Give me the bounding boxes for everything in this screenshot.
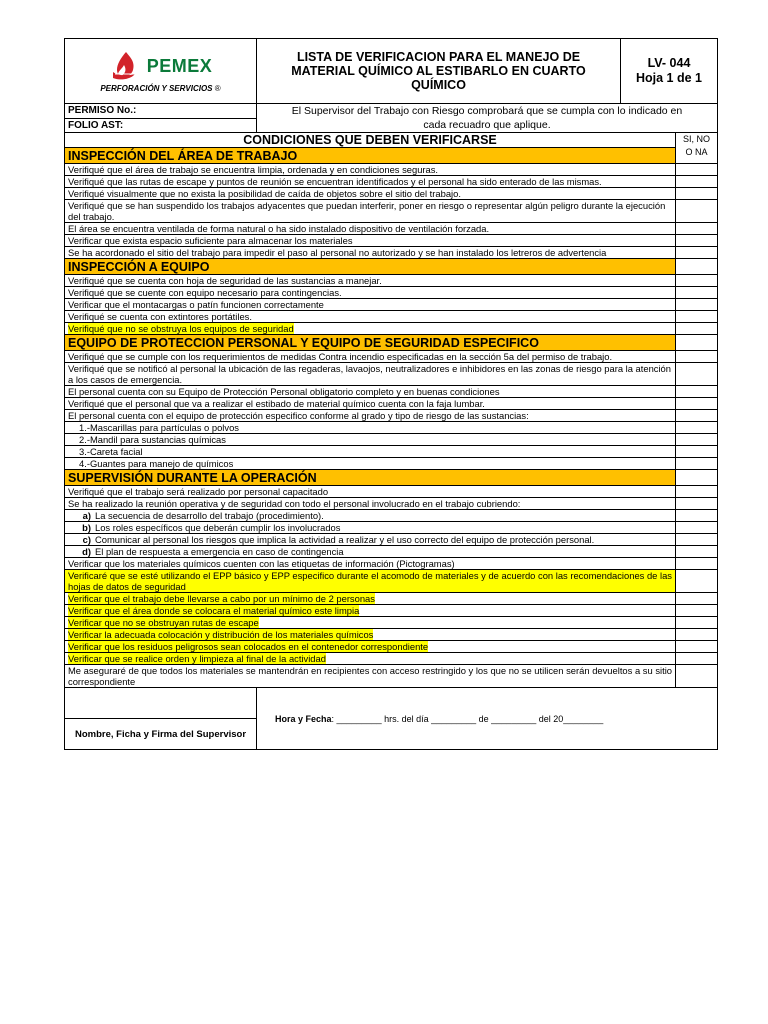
answer-cell[interactable]: [676, 299, 718, 311]
answer-cell[interactable]: [676, 200, 718, 223]
checklist-table: [64, 38, 718, 750]
title-line-1: LISTA DE VERIFICACION PARA EL MANEJO DE: [296, 50, 581, 64]
permiso-label: PERMISO No.:: [65, 104, 257, 119]
answer-cell[interactable]: [676, 498, 718, 510]
answer-cell[interactable]: [676, 323, 718, 335]
check-item: Verifiqué que se cuenta con hoja de seguridad de las sustancias a manejar.: [65, 275, 676, 287]
check-item: Verifiqué que se cumple con los requerimientos de medidas Contra incendio especificadas en la sección 5a del permiso de trabajo.: [65, 351, 676, 363]
section-area: [65, 148, 718, 164]
check-item-cell: [65, 629, 676, 641]
signature-row: [65, 688, 718, 719]
section-title: INSPECCIÓN A EQUIPO: [65, 259, 676, 275]
check-item: Verificar que exista espacio suficiente para almacenar los materiales: [65, 235, 676, 247]
answer-cell[interactable]: [676, 311, 718, 323]
answer-cell[interactable]: [676, 398, 718, 410]
answer-cell[interactable]: [676, 363, 718, 386]
answer-cell: [676, 470, 718, 486]
item-letter: a): [82, 510, 91, 521]
check-item: Verifiqué que se notificó al personal la ubicación de las regaderas, lavaojos, neutralizadores e inhibidores en las zonas de riesgo para la atención a los casos de emergencia.: [65, 363, 676, 386]
check-subitem: Los roles específicos que deberán cumplir los involucrados: [95, 522, 341, 533]
answer-cell[interactable]: [676, 446, 718, 458]
answer-cell[interactable]: [676, 629, 718, 641]
check-subitem: 4.-Guantes para manejo de químicos: [65, 458, 676, 470]
check-item: El personal cuenta con su Equipo de Protección Personal obligatorio completo y en buenas condiciones: [65, 386, 676, 398]
answer-cell[interactable]: [676, 458, 718, 470]
check-item: Verifiqué visualmente que no exista la posibilidad de caída de objetos sobre el sitio del trabajo.: [65, 188, 676, 200]
item-letter: d): [82, 546, 91, 557]
item-letter: c): [82, 534, 91, 545]
check-subitem: El plan de respuesta a emergencia en caso de contingencia: [95, 546, 344, 557]
logo-text: PEMEX: [146, 56, 213, 76]
answer-cell[interactable]: [676, 247, 718, 259]
check-item-highlighted: Verificaré que se esté utilizando el EPP básico y EPP especifico durante el acomodo de materiales y de acuerdo con las recomendaciones de las hojas de datos de seguridad: [65, 570, 676, 593]
check-item: Verifiqué que el trabajo será realizado por personal capacitado: [65, 486, 676, 498]
section-title: EQUIPO DE PROTECCION PERSONAL Y EQUIPO DE SEGURIDAD ESPECIFICO: [65, 335, 676, 351]
check-subitem-cell: [65, 510, 676, 522]
check-item-highlighted: Verificar que el trabajo debe llevarse a cabo por un mínimo de 2 personas: [68, 593, 375, 604]
check-subitem: 1.-Mascarillas para partículas o polvos: [65, 422, 676, 434]
check-item: Verifiqué que el personal que va a realizar el estibado de material químico cuenta con la faja lumbar.: [65, 398, 676, 410]
check-subitem: Comunicar al personal los riesgos que implica la actividad a realizar y el uso correcto del equipo de protección personal.: [95, 534, 595, 545]
check-subitem-cell: [65, 522, 676, 534]
answer-cell[interactable]: [676, 287, 718, 299]
check-item: El personal cuenta con el equipo de protección especifico conforme al grado y tipo de riesgo de las sustancias:: [65, 410, 676, 422]
section-epp: [65, 335, 718, 351]
check-item: Me aseguraré de que todos los materiales se mantendrán en recipientes con acceso restringido y los que no se utilicen serán devueltos a su sitio correspondiente: [65, 665, 676, 688]
signature-line-space[interactable]: [65, 688, 257, 719]
si-no-header: [676, 133, 718, 164]
check-item-highlighted: Verificar que los residuos peligrosos sean colocados en el contenedor correspondiente: [68, 641, 429, 652]
registered-mark: ®: [214, 83, 221, 93]
item-letter: b): [82, 522, 91, 533]
check-item: Verifiqué que el área de trabajo se encuentra limpia, ordenada y en condiciones seguras.: [65, 164, 676, 176]
supervisor-note: [257, 104, 718, 133]
note-line-1: El Supervisor del Trabajo con Riesgo comprobará que se cumpla con lo indicado en: [291, 105, 683, 117]
check-item: Verifiqué que se han suspendido los trabajos adyacentes que puedan interferir, poner en riesgo o representar algún peligro durante la ejecución del trabajo.: [65, 200, 676, 223]
answer-cell[interactable]: [676, 410, 718, 422]
answer-cell[interactable]: [676, 235, 718, 247]
supervisor-signature-label: Nombre, Ficha y Firma del Supervisor: [65, 719, 257, 750]
check-item-cell: [65, 653, 676, 665]
check-item: Verifiqué que las rutas de escape y puntos de reunión se encuentran identificados y el personal ha sido enterado de las mismas.: [65, 176, 676, 188]
answer-cell[interactable]: [676, 434, 718, 446]
check-item-highlighted: Verificar que se realice orden y limpieza al final de la actividad: [68, 653, 326, 664]
answer-cell[interactable]: [676, 275, 718, 287]
answer-cell[interactable]: [676, 510, 718, 522]
check-item-highlighted: Verifiqué que no se obstruya los equipos de seguridad: [68, 323, 294, 334]
answer-cell[interactable]: [676, 223, 718, 235]
answer-cell[interactable]: [676, 570, 718, 593]
answer-cell[interactable]: [676, 351, 718, 363]
check-item: El área se encuentra ventilada de forma natural o ha sido instalado dispositivo de ventilación forzada.: [65, 223, 676, 235]
conditions-title-row: [65, 133, 718, 148]
check-subitem: 3.-Careta facial: [65, 446, 676, 458]
answer-cell[interactable]: [676, 653, 718, 665]
answer-cell[interactable]: [676, 617, 718, 629]
title-line-3: QUÍMICO: [411, 78, 466, 92]
title-line-2: MATERIAL QUÍMICO AL ESTIBARLO EN CUARTO: [291, 64, 586, 78]
answer-cell[interactable]: [676, 546, 718, 558]
header-row: [65, 39, 718, 104]
section-title: SUPERVISIÓN DURANTE LA OPERACIÓN: [65, 470, 676, 486]
answer-cell: [676, 259, 718, 275]
check-subitem-cell: [65, 546, 676, 558]
checklist-sheet: [64, 38, 717, 750]
answer-cell[interactable]: [676, 641, 718, 653]
document-title: [257, 39, 621, 104]
answer-cell[interactable]: [676, 665, 718, 688]
conditions-title: CONDICIONES QUE DEBEN VERIFICARSE: [65, 133, 676, 148]
check-subitem: La secuencia de desarrollo del trabajo (procedimiento).: [95, 510, 324, 521]
note-line-2: cada recuadro que aplique.: [423, 119, 551, 131]
check-item-cell: [65, 641, 676, 653]
check-item: Verificar que los materiales químicos cuenten con las etiquetas de información (Pictogramas): [65, 558, 676, 570]
check-item-cell: [65, 617, 676, 629]
permiso-row: [65, 104, 718, 119]
date-label: Hora y Fecha: [275, 713, 332, 724]
check-item-highlighted: Verificar la adecuada colocación y distribución de los materiales químicos: [68, 629, 374, 640]
answer-cell[interactable]: [676, 164, 718, 176]
check-item-cell: [65, 323, 676, 335]
si-no-line-1: SI, NO: [682, 134, 710, 144]
answer-cell[interactable]: [676, 422, 718, 434]
answer-cell[interactable]: [676, 605, 718, 617]
section-title: INSPECCIÓN DEL ÁREA DE TRABAJO: [65, 148, 676, 164]
check-item-highlighted: Verificar que el área donde se colocara el material químico este limpia: [68, 605, 360, 616]
code-cell: [621, 39, 718, 104]
check-item-highlighted: Verificar que no se obstruyan rutas de escape: [68, 617, 259, 628]
answer-cell[interactable]: [676, 176, 718, 188]
pemex-logo-icon: [109, 50, 143, 84]
date-cell[interactable]: [257, 688, 718, 750]
check-item: Verificar que el montacargas o patín funcionen correctamente: [65, 299, 676, 311]
document-code: LV- 044: [647, 56, 691, 70]
check-subitem-cell: [65, 534, 676, 546]
folio-label: FOLIO AST:: [65, 118, 257, 133]
check-subitem: 2.-Mandil para sustancias químicas: [65, 434, 676, 446]
logo-cell: [65, 39, 257, 104]
date-text: : _________ hrs. del día _________ de _________ del 20________: [331, 713, 604, 724]
answer-cell[interactable]: [676, 558, 718, 570]
check-item-cell: [65, 605, 676, 617]
section-supervision: [65, 470, 718, 486]
answer-cell: [676, 335, 718, 351]
answer-cell[interactable]: [676, 486, 718, 498]
logo-subtext: PERFORACIÓN Y SERVICIOS: [100, 83, 213, 93]
check-item: Se ha realizado la reunión operativa y de seguridad con todo el personal involucrado en el trabajo cubriendo:: [65, 498, 676, 510]
check-item: Verifiqué se cuenta con extintores portátiles.: [65, 311, 676, 323]
page-number: Hoja 1 de 1: [636, 71, 702, 85]
answer-cell[interactable]: [676, 386, 718, 398]
answer-cell[interactable]: [676, 534, 718, 546]
si-no-line-2: O NA: [685, 147, 708, 157]
answer-cell[interactable]: [676, 188, 718, 200]
check-item: Se ha acordonado el sitio del trabajo para impedir el paso al personal no autorizado y se han instalado los letreros de advertencia: [65, 247, 676, 259]
section-equipo: [65, 259, 718, 275]
answer-cell[interactable]: [676, 593, 718, 605]
check-item-cell: [65, 593, 676, 605]
check-item: Verifiqué que se cuente con equipo necesario para contingencias.: [65, 287, 676, 299]
answer-cell[interactable]: [676, 522, 718, 534]
